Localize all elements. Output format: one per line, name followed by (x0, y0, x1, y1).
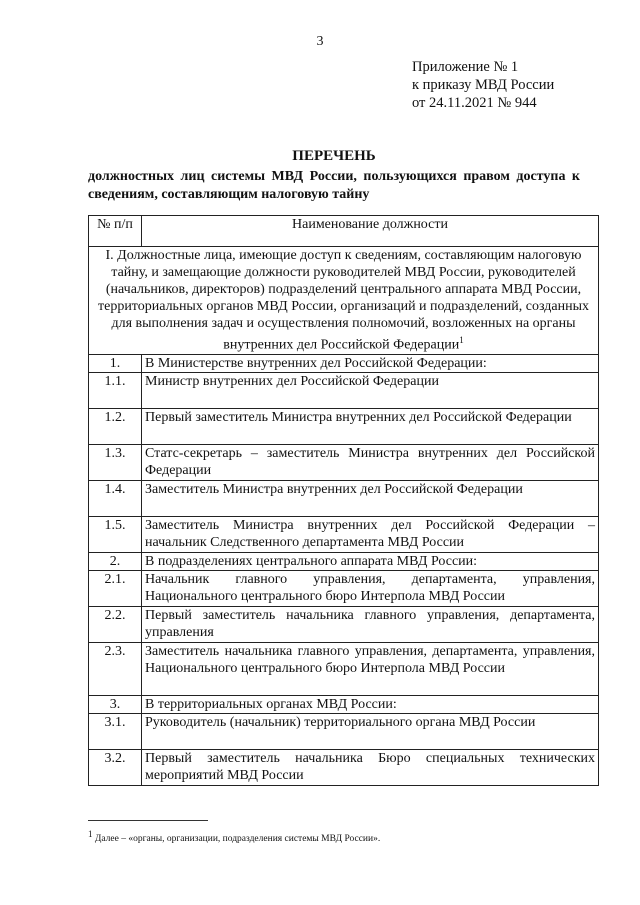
header-number: № п/п (89, 216, 142, 247)
page-number: 3 (316, 34, 324, 49)
row-number: 1.2. (89, 408, 142, 444)
section-heading (89, 247, 599, 355)
title-block (88, 147, 580, 204)
row-number: 2. (89, 552, 142, 570)
table-row (89, 354, 599, 372)
row-number: 1.4. (89, 480, 142, 516)
row-number: 2.1. (89, 570, 142, 606)
appendix-line-3: от 24.11.2021 № 944 (412, 95, 537, 111)
document-subtitle: должностных лиц системы МВД России, пользующихся правом доступа к сведениям, составляющим налоговую тайну (88, 169, 580, 202)
table-header-row (89, 216, 599, 247)
table-row (89, 480, 599, 516)
appendix-header (412, 58, 554, 112)
table-row (89, 642, 599, 695)
appendix-line-1: Приложение № 1 (412, 59, 519, 75)
footnote (88, 829, 380, 844)
row-number: 2.2. (89, 606, 142, 642)
row-position: Заместитель Министра внутренних дел Российской Федерации – начальник Следственного департамента МВД России (142, 516, 599, 552)
row-position: Заместитель Министра внутренних дел Российской Федерации (142, 480, 599, 516)
document-title: ПЕРЕЧЕНЬ (292, 148, 376, 164)
row-position: Статс-секретарь – заместитель Министра внутренних дел Российской Федерации (142, 444, 599, 480)
section-row (89, 247, 599, 355)
row-number: 3.1. (89, 713, 142, 749)
row-position: Заместитель начальника главного управления, департамента, управления, Национального центрального бюро Интерпола МВД России (142, 642, 599, 695)
row-number: 1.1. (89, 372, 142, 408)
table-row (89, 695, 599, 713)
table-row (89, 713, 599, 749)
footnote-text: Далее – «органы, организации, подразделения системы МВД России». (94, 834, 381, 845)
row-position: В Министерстве внутренних дел Российской Федерации: (142, 354, 599, 372)
table-row (89, 408, 599, 444)
row-position: Первый заместитель начальника главного управления, департамента, управления (142, 606, 599, 642)
section-footnote-mark: 1 (459, 335, 464, 345)
row-position: Начальник главного управления, департамента, управления, Национального центрального бюро Интерпола МВД России (142, 570, 599, 606)
row-number: 3. (89, 695, 142, 713)
positions-table (88, 215, 599, 786)
row-number: 3.2. (89, 749, 142, 785)
row-position: Министр внутренних дел Российской Федерации (142, 372, 599, 408)
row-position: Первый заместитель начальника Бюро специальных технических мероприятий МВД России (142, 749, 599, 785)
row-number: 2.3. (89, 642, 142, 695)
row-number: 1. (89, 354, 142, 372)
table-row (89, 372, 599, 408)
row-number: 1.5. (89, 516, 142, 552)
row-position: Первый заместитель Министра внутренних дел Российской Федерации (142, 408, 599, 444)
header-position-name: Наименование должности (142, 216, 599, 247)
table-row (89, 570, 599, 606)
appendix-line-2: к приказу МВД России (412, 77, 555, 93)
table-row (89, 516, 599, 552)
table-row (89, 552, 599, 570)
table-row (89, 606, 599, 642)
row-position: В подразделениях центрального аппарата МВД России: (142, 552, 599, 570)
footnote-divider (88, 820, 208, 821)
footnote-mark: 1 (88, 829, 93, 839)
row-number: 1.3. (89, 444, 142, 480)
table-row (89, 749, 599, 785)
section-text: I. Должностные лица, имеющие доступ к сведениям, составляющим налоговую тайну, и замещающие должности руководителей МВД России, руководителей (начальников, директоров) подразделений центрального аппарата МВД России, территориальных органов МВД России, организаций и подразделений, созданных для выполнения задач и осуществления полномочий, возложенных на органы внутренних дел Российской Федерации (97, 248, 589, 353)
row-position: Руководитель (начальник) территориального органа МВД России (142, 713, 599, 749)
row-position: В территориальных органах МВД России: (142, 695, 599, 713)
table-row (89, 444, 599, 480)
